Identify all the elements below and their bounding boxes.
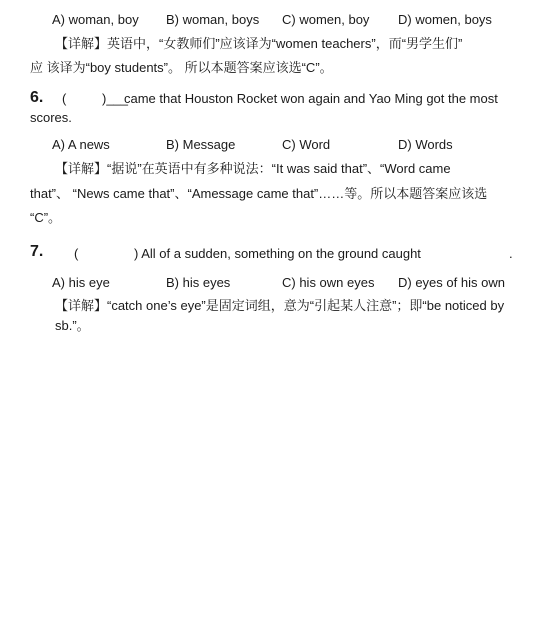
q6-option-b: B) Message xyxy=(166,137,236,152)
q6-blank-open: ( xyxy=(62,91,67,106)
q6-option-a: A) A news xyxy=(52,137,110,152)
q7-explanation-line-2: sb.”。 xyxy=(55,318,90,333)
q7-explanation-line-1: 【详解】“catch one’s eye”是固定词组，意为“引起某人注意”；即“be noticed by xyxy=(55,298,505,313)
q6-blank-close[interactable]: )___ xyxy=(102,91,129,106)
q5-explanation-text-1: 【详解】英语中，“女教师们”应该译为“women teachers”，而“男学生们” xyxy=(55,36,463,51)
q6-option-c: C) Word xyxy=(282,137,331,152)
q5-option-c: C) women, boy xyxy=(282,12,370,27)
q6-option-d: D) Words xyxy=(398,137,453,152)
q7-option-c: C) his own eyes xyxy=(282,275,375,290)
q7-option-a: A) his eye xyxy=(52,275,110,290)
q6-explanation-line-3: “C”。 xyxy=(30,210,62,225)
q7-blank-open: ( xyxy=(74,246,79,261)
q6-explanation-line-1: 【详解】“据说”在英语中有多种说法：“It was said that”、“Word came xyxy=(55,161,451,176)
q6-number: 6. xyxy=(30,89,44,106)
q5-option-d: D) women, boys xyxy=(398,12,492,27)
q5-explanation-line-2: 应 该译为“boy students”。 所以本题答案应该选“C”。 xyxy=(30,60,333,75)
q5-option-b: B) woman, boys xyxy=(166,12,260,27)
q5-option-a: A) woman, boy xyxy=(52,12,139,27)
q7-stem-end: . xyxy=(509,246,513,261)
q7-option-d: D) eyes of his own xyxy=(398,275,505,290)
q7-number: 7. xyxy=(30,243,44,260)
q7-option-b: B) his eyes xyxy=(166,275,231,290)
q5-explanation-line-1 xyxy=(55,36,538,52)
q7-stem: ) All of a sudden, something on the ground caught xyxy=(134,246,421,261)
q6-explanation-line-2: that”、 “News came that”、“Amessage came that”……等。所以本题答案应该选 xyxy=(30,186,488,201)
q6-stem: came that Houston Rocket won again and Yao Ming got the most xyxy=(124,91,498,106)
q6-stem-continued: scores. xyxy=(30,110,72,125)
